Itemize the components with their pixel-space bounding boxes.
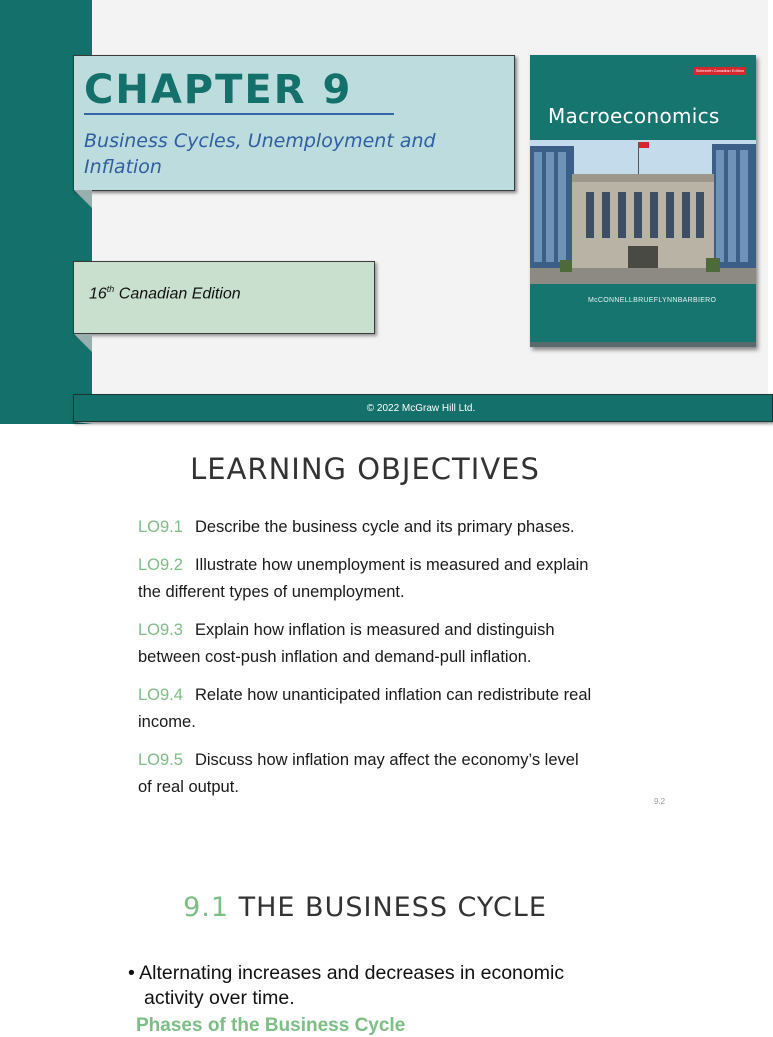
slide-number: 9.2 [654,797,666,806]
book-cover [530,55,756,347]
business-cycle-heading [0,892,730,923]
objective-text: Explain how inflation is measured and distinguish between cost-push inflation and demand-pull inflation. [138,620,555,666]
objective-code: LO9.5 [138,750,183,769]
title-underline [84,113,394,115]
title-box-fold [74,190,92,208]
author-name: BRUE [633,297,654,304]
learning-objectives-slide [0,424,768,864]
objectives-list [138,514,608,812]
book-authors [530,297,756,304]
objective-text: Describe the business cycle and its primary phases. [194,518,575,536]
partial-subheading: Phases of the Business Cycle [136,1015,406,1036]
business-cycle-slide [0,864,768,1036]
objective-item [138,617,608,672]
chapter-title-box [73,55,515,191]
objective-code: LO9.1 [138,518,183,536]
author-name: McCONNELL [588,297,634,304]
bullet-point: • Alternating increases and decreases in economic activity over time. [128,962,565,1009]
edition-box-fold [74,334,92,352]
copyright-text: © 2022 McGraw Hill Ltd. [366,403,476,414]
book-bottom-bar [530,342,756,347]
edition-box [73,261,375,334]
objective-code: LO9.3 [138,620,183,639]
bank-building-photo [530,140,756,284]
edition-number: 16 [89,285,107,303]
objective-text: Relate how unanticipated inflation can redistribute real income. [138,685,592,731]
learning-objectives-heading: LEARNING OBJECTIVES [190,452,540,486]
edition-badge: Sixteenth Canadian Edition [695,68,745,73]
objective-item [138,682,608,737]
book-title: Macroeconomics [548,104,720,128]
section-number: 9.1 [183,892,230,923]
edition-suffix: th [106,284,115,294]
bullet-text: Alternating increases and decreases in economic activity over time. [139,962,565,1009]
objective-text: Illustrate how unemployment is measured and explain the different types of unemployment. [138,555,589,601]
author-name: FLYNN [653,297,678,304]
author-name: BARBIERO [677,297,717,304]
objective-item [138,514,608,542]
chapter-title: CHAPTER 9 [84,67,353,113]
section-title: THE BUSINESS CYCLE [229,892,547,923]
chapter-subtitle: Business Cycles, Unemployment and Inflation [84,130,436,178]
objective-item [138,747,608,802]
objective-item [138,552,608,607]
title-slide [0,0,768,424]
edition-label: Canadian Edition [114,285,241,303]
objective-code: LO9.2 [138,555,183,574]
edition-text [89,284,241,303]
objective-code: LO9.4 [138,685,183,704]
objective-text: Discuss how inflation may affect the economy’s level of real output. [138,750,597,796]
copyright-bar [73,394,773,422]
